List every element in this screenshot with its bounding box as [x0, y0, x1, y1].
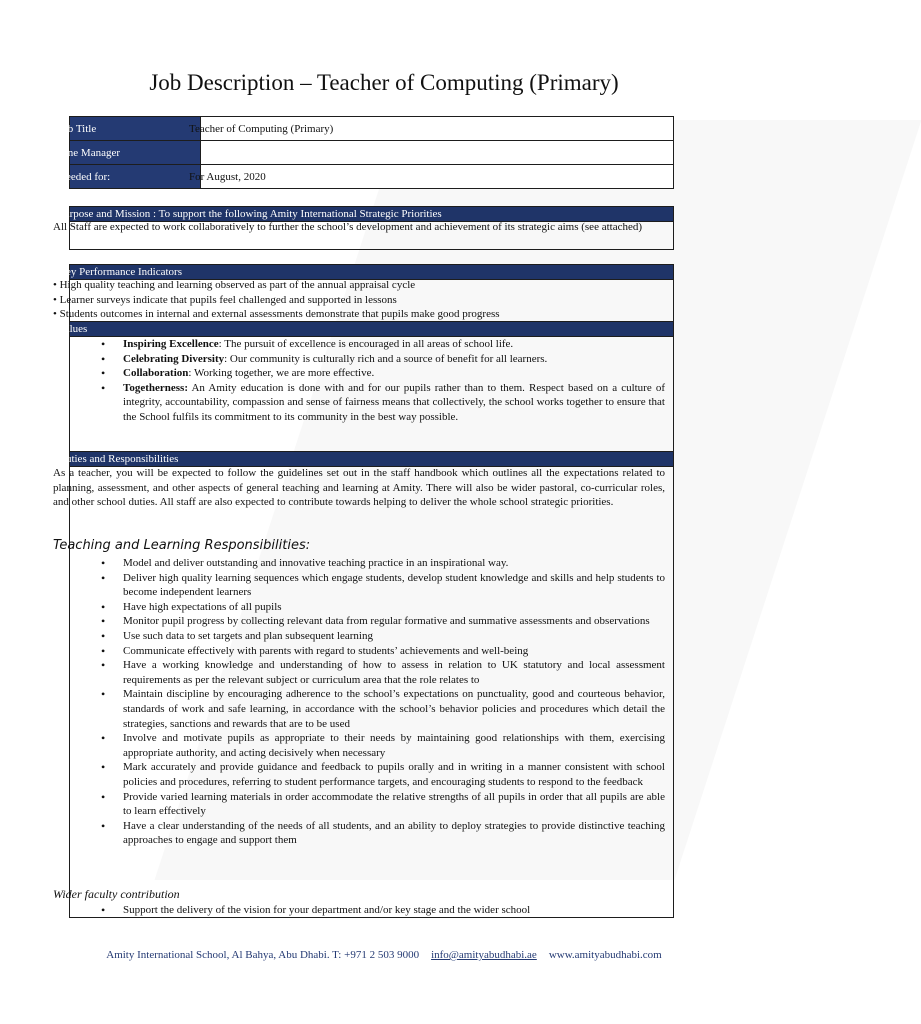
list-item: • Inspiring Excellence: The pursuit of excellence is encouraged in all areas of school life. [123, 337, 665, 352]
wider-contribution-list [123, 903, 665, 918]
footer-website-link[interactable]: www.amityabudhabi.com [548, 949, 662, 961]
list-item: • Maintain discipline by encouraging adherence to the school’s expectations on punctuality, good and courteous behavior, standards of work and safe learning, in accordance with the school’s behavior policies and procedures which detail the strategies, sanctions and rewards that are to be used [123, 687, 665, 731]
table-row [70, 165, 674, 189]
list-item: • Monitor pupil progress by collecting relevant data from regular formative and summative assessments and observations [123, 614, 665, 629]
duties-intro: As a teacher, you will be expected to follow the guidelines set out in the staff handbook which outlines all the expectations related to planning, assessment, and other aspects of general teaching and learning at Amity. There will also be wider pastoral, co-curricular roles, and other school duties. All staff are also expected to contribute towards helping to deliver the whole school strategic priorities. [53, 467, 665, 509]
kpi-list [53, 278, 673, 322]
job-info-table [58, 116, 674, 189]
list-item: • Have a clear understanding of the needs of all students, and an ability to deploy strategies to provide distinctive teaching approaches to engage and support them [123, 819, 665, 848]
list-item: • Involve and motivate pupils as appropriate to their needs by maintaining good relationships with them, exercising appropriate authority, and acting decisively when necessary [123, 731, 665, 760]
purpose-header: Purpose and Mission : To support the following Amity International Strategic Priorities [69, 206, 674, 222]
list-item: • Togetherness: An Amity education is done with and for our pupils rather than to them. Respect based on a culture of integrity, accountability, compassion and sense of fairness means that collectively, the school works together to ensure that the School fulfils its commitment to its community in the best way possible. [123, 381, 665, 425]
job-info-table-wrapper [58, 116, 674, 189]
list-item: • Collaboration: Working together, we are more effective. [123, 366, 665, 381]
list-item: • Have a working knowledge and understanding of how to assess in relation to UK statutory and local assessment requirements as per the relevant subject or curriculum area that the role relates to [123, 658, 665, 687]
responsibilities-list [123, 556, 665, 848]
kpi-header: Key Performance Indicators [69, 264, 674, 280]
list-item: • Support the delivery of the vision for your department and/or key stage and the wider school [123, 903, 665, 918]
list-item: • Provide varied learning materials in order accommodate the relative strengths of all pupils in order that all pupils are able to learn effectively [123, 790, 665, 819]
purpose-text: All Staff are expected to work collaboratively to further the school’s development and achievement of its strategic aims (see attached) [53, 221, 642, 233]
row-label: Job Title [58, 122, 97, 135]
list-item: • Students outcomes in internal and external assessments demonstrate that pupils make good progress [53, 308, 500, 321]
row-value: Teacher of Computing (Primary) [189, 122, 334, 135]
list-item: • Communicate effectively with parents with regard to students’ achievements and well-being [123, 644, 665, 659]
footer-address: Amity International School, Al Bahya, Abu Dhabi. T: +971 2 503 9000 [106, 949, 420, 961]
list-item: • Learner surveys indicate that pupils feel challenged and supported in lessons [53, 293, 397, 306]
list-item: • Use such data to set targets and plan subsequent learning [123, 629, 665, 644]
list-item: • Mark accurately and provide guidance and feedback to pupils orally and in writing in a manner consistent with school policies and procedures, referring to student performance targets, and encouraging students to respond to the feedback [123, 760, 665, 789]
page-footer [0, 949, 768, 961]
values-list [123, 337, 665, 425]
document-title: Job Description – Teacher of Computing (Primary) [149, 70, 619, 95]
list-item: • Model and deliver outstanding and innovative teaching practice in an inspirational way. [123, 556, 665, 571]
wider-contribution-heading: Wider faculty contribution [53, 887, 180, 901]
values-header: Values [69, 321, 674, 337]
row-value: For August, 2020 [189, 170, 266, 183]
list-item: • Celebrating Diversity: Our community is culturally rich and a source of benefit for all learners. [123, 352, 665, 367]
duties-header: Duties and Responsibilities [69, 451, 674, 467]
list-item: • High quality teaching and learning observed as part of the annual appraisal cycle [53, 279, 416, 291]
table-row [70, 117, 674, 141]
list-item: • Deliver high quality learning sequences which engage students, develop student knowledge and skills and help students to become independent learners [123, 571, 665, 600]
list-item: • Have high expectations of all pupils [123, 600, 665, 615]
table-row [70, 141, 674, 165]
footer-email-link[interactable]: info@amityabudhabi.ae [431, 949, 537, 961]
row-label: Line Manager [58, 146, 120, 159]
teaching-subheading: Teaching and Learning Responsibilities: [53, 538, 311, 553]
row-label: Needed for: [58, 170, 111, 183]
